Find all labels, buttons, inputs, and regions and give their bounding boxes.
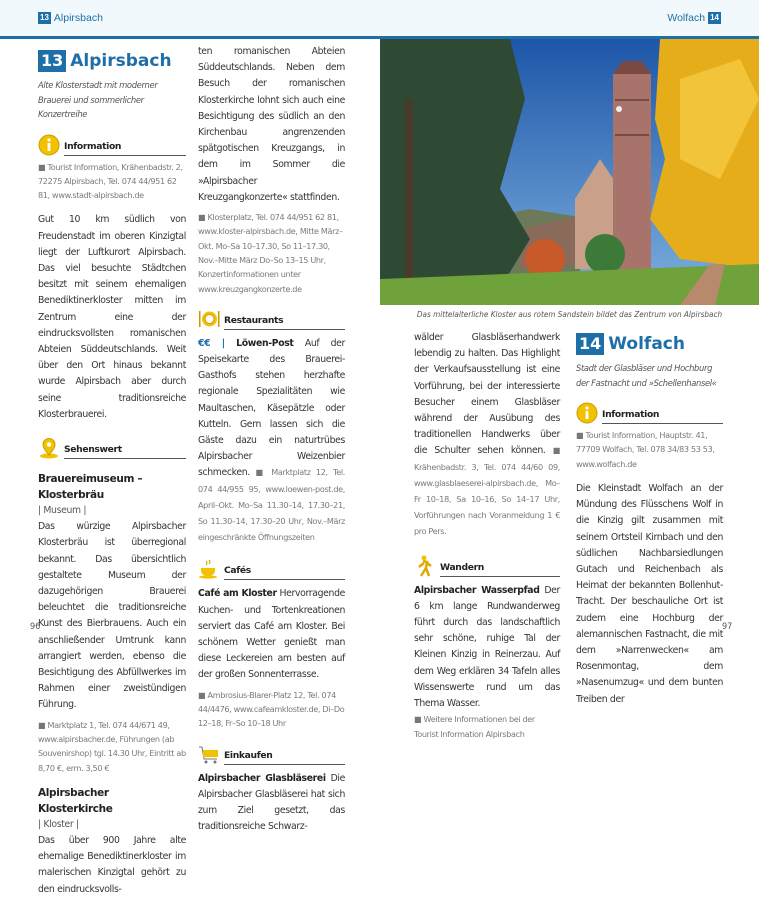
sight-detail: ■ Klosterplatz, Tel. 074 44/951 62 81, www.kloster-alpirsbach.de, Mitte März–Okt. Mo–Sa 10–17.30, So 11–17.30, Nov.–Mitte März Do–So 13–15 Uhr, Konzertinformationen unter www.kreuzgangkonzerte.de bbox=[198, 210, 345, 296]
hike-description: Der 6 km lange Rundwanderweg führt durch das landschaftlich sehr schöne, ruhige Tal der Kleinen Kinzig in Reinerzau. Auf dem Weg erklären 34 Tafeln alles Wissenswerte rund um das Thema Wasser. bbox=[414, 584, 560, 710]
intro-paragraph: Die Kleinstadt Wolfach an der Mündung des Flüsschens Wolf in die Kinzig gilt zusammen mit seinem Ortsteil Kirnbach und den südlichen Nachbarsiedlungen Gutach und Reichenbach als Heimat der bekannten Bollenhut-Tracht. Der beschauliche Ort ist zudem eine Hochburg der alemannischen Fastnacht, die mit dem »Narrenwecken« am Rosenmontag, dem »Nasenumzug« und dem bunten Treiben der bbox=[576, 482, 723, 705]
sight-category: | Kloster | bbox=[38, 818, 79, 830]
photo-caption: Das mittelalterliche Kloster aus rotem Sandstein bildet das Zentrum von Alpirsbach bbox=[416, 309, 723, 319]
heading-sehenswert bbox=[38, 437, 186, 459]
column-2 bbox=[198, 44, 345, 835]
header-band bbox=[0, 0, 759, 36]
sight-description: Das würzige Alpirsbacher Klosterbräu ist überregional bekannt. Das übersichtlich gestaltete Museum der dazugehörigen Brauerei beleuchtet die traditionsreiche Kunst des Bierbrauens. Auch ein anschließender Umtrunk kann arrangiert werden, ebenso die Besichtigung des Abfüllwerkes im Rahmen einer zweistündigen Führung. bbox=[38, 521, 186, 711]
photo-alpirsbach-monastery bbox=[380, 39, 759, 305]
sight-description-cont: ten romanischen Abteien Süddeutschlands. Neben dem Besuch der romanischen Klosterkirche lohnt sich auch eine Besichtigung des südlich an den Kirchenbau angrenzenden spätgotischen Kreuzgangs, in dem im Sommer die »Alpirsbacher Kreuzgangkonzerte« stattfinden. bbox=[198, 46, 345, 203]
column-3 bbox=[414, 330, 560, 741]
chapter-number: 14 bbox=[710, 13, 719, 22]
section-subtitle: Alte Klosterstadt mit moderner Brauerei und sommerlicher Konzertreihe bbox=[38, 80, 158, 119]
heading-text: Wandern bbox=[440, 561, 560, 577]
shopping-cart-icon bbox=[198, 743, 220, 765]
heading-einkaufen bbox=[198, 743, 345, 765]
section-title-text: Alpirsbach bbox=[70, 50, 172, 71]
heading-text: Restaurants bbox=[224, 314, 345, 330]
cafe-description: Hervorragende Kuchen- und Tortenkreationen serviert das Café am Kloster. Bei schönem Wetter genießt man diese Leckereien am besten auf der großen Sonnenterrasse. bbox=[198, 588, 345, 681]
heading-text: Information bbox=[64, 140, 186, 156]
shop-description-cont: wälder Glasbläserhandwerk lebendig zu halten. Das Highlight der Verkaufsausstellung ist eine Vorführung, bei der interessierte Besucher einem Glasbläser während der Ausübung des traditionellen Handwerks über die Schulter sehen können. bbox=[414, 332, 560, 457]
shop-entry bbox=[198, 771, 345, 836]
info-detail: ■ Tourist Information, Krähenbadstr. 2, 72275 Alpirsbach, Tel. 074 44/951 62 81, www.stadt-alpirsbach.de bbox=[38, 160, 186, 203]
heading-information bbox=[576, 402, 723, 424]
section-title-wolfach bbox=[576, 333, 723, 355]
coffee-cup-icon bbox=[198, 558, 220, 580]
hiker-icon bbox=[414, 555, 436, 577]
info-detail: ■ Tourist Information, Hauptstr. 41, 77709 Wolfach, Tel. 078 34/83 53 53, www.wolfach.de bbox=[576, 428, 723, 471]
sight-name: Brauereimuseum – Klosterbräu bbox=[38, 473, 143, 502]
section-subtitle: Stadt der Glasbläser und Hochburg der Fastnacht und »Schellenhansel« bbox=[576, 363, 717, 388]
heading-cafes bbox=[198, 558, 345, 580]
heading-restaurants bbox=[198, 308, 345, 330]
section-number: 14 bbox=[576, 333, 604, 355]
intro-paragraph: Gut 10 km südlich von Freudenstadt im oberen Kinzigtal liegt der Luftkurort Alpirsbach. Das viel besuchte Städtchen besitzt mit seinem ehemaligen Benediktinerkloster mitten im Zentrum eine der eindrucksvollsten romanischen Abteien Süddeutschlands. Weit über den Ort hinaus bekannt wurde Alpirsbach aber durch seine traditionsreiche Klosterbrauerei. bbox=[38, 214, 186, 420]
restaurant-name: Löwen-Post bbox=[236, 337, 294, 349]
column-1 bbox=[38, 50, 186, 898]
heading-text: Cafés bbox=[224, 564, 345, 580]
running-head-right bbox=[667, 12, 721, 24]
running-head-label: Alpirsbach bbox=[53, 12, 103, 24]
restaurant-entry bbox=[198, 336, 345, 547]
heading-information bbox=[38, 134, 186, 156]
section-title-text: Wolfach bbox=[608, 333, 685, 354]
chapter-number: 13 bbox=[40, 13, 49, 22]
sight-detail: ■ Marktplatz 1, Tel. 074 44/671 49, www.alpirsbacher.de, Führungen (ab Souvenirshop) tgl. 14.30 Uhr, Eintritt ab 8,70 €, erm. 3,50 € bbox=[38, 718, 186, 775]
shop-detail: ■ Krähenbadstr. 3, Tel. 074 44/60 09, www.glasblaeserei-alpirsbach.de, Mo–Fr 10–18, Sa 10–16, So 14–17 Uhr, Vorführungen nach Voranmeldung 1 € pro Pers. bbox=[414, 445, 560, 536]
shop-description: Die Alpirsbacher Glasbläserei hat sich zum Ziel gesetzt, das traditionsreiche Schwarz- bbox=[198, 772, 345, 833]
running-head-label: Wolfach bbox=[667, 12, 706, 24]
plate-icon bbox=[198, 308, 220, 330]
cafe-detail: ■ Ambrosius-Blarer-Platz 12, Tel. 074 44/4476, www.cafeamkloster.de, Di–Do 12–18, Fr–So 10–18 Uhr bbox=[198, 688, 345, 731]
hike-entry bbox=[414, 583, 560, 713]
price-category: €€ | bbox=[198, 337, 225, 349]
hike-name: Alpirsbacher Wasserpfad bbox=[414, 584, 540, 596]
section-number: 13 bbox=[38, 50, 66, 72]
sight-name: Alpirsbacher Klosterkirche bbox=[38, 786, 113, 815]
section-title-alpirsbach bbox=[38, 50, 186, 72]
heading-text: Einkaufen bbox=[224, 749, 345, 765]
page-number-left: 96 bbox=[30, 622, 41, 632]
heading-text: Information bbox=[602, 408, 723, 424]
cafe-name: Café am Kloster bbox=[198, 588, 277, 600]
info-icon bbox=[38, 134, 60, 156]
restaurant-description: Auf der Speisekarte des Brauerei-Gasthofs stehen herzhafte regionale Spezialitäten wie Maultaschen, Käsepätzle oder Kutteln. Gern lassen sich die Gäste dazu ein naturtrübes Alpirsbacher Weizenbier schmecken. bbox=[198, 337, 345, 479]
heading-text: Sehenswert bbox=[64, 443, 186, 459]
map-pin-icon bbox=[38, 437, 60, 459]
shop-name: Alpirsbacher Glasbläserei bbox=[198, 772, 326, 784]
hike-detail: ■ Weitere Informationen bei der Tourist Information Alpirsbach bbox=[414, 712, 560, 741]
restaurant-detail: ■ Marktplatz 12, Tel. 074 44/955 95, www.loewen-post.de, April–Okt. Mo–Sa 11.30–14, 17.30–21, So 11.30–14, 17.30–20 Uhr, Nov.–März eingeschränkte Öffnungszeiten bbox=[198, 467, 345, 542]
sight-category: | Museum | bbox=[38, 505, 87, 517]
shop-entry-cont bbox=[414, 330, 560, 541]
info-icon bbox=[576, 402, 598, 424]
sight-description: Das über 900 Jahre alte ehemalige Benediktinerkloster im malerischen Kinzigtal gehört zu den eindrucksvolls- bbox=[38, 835, 186, 895]
page-number-right: 97 bbox=[722, 622, 733, 632]
cafe-entry bbox=[198, 586, 345, 683]
running-head-left bbox=[38, 12, 103, 24]
heading-wandern bbox=[414, 555, 560, 577]
column-4 bbox=[576, 333, 723, 708]
